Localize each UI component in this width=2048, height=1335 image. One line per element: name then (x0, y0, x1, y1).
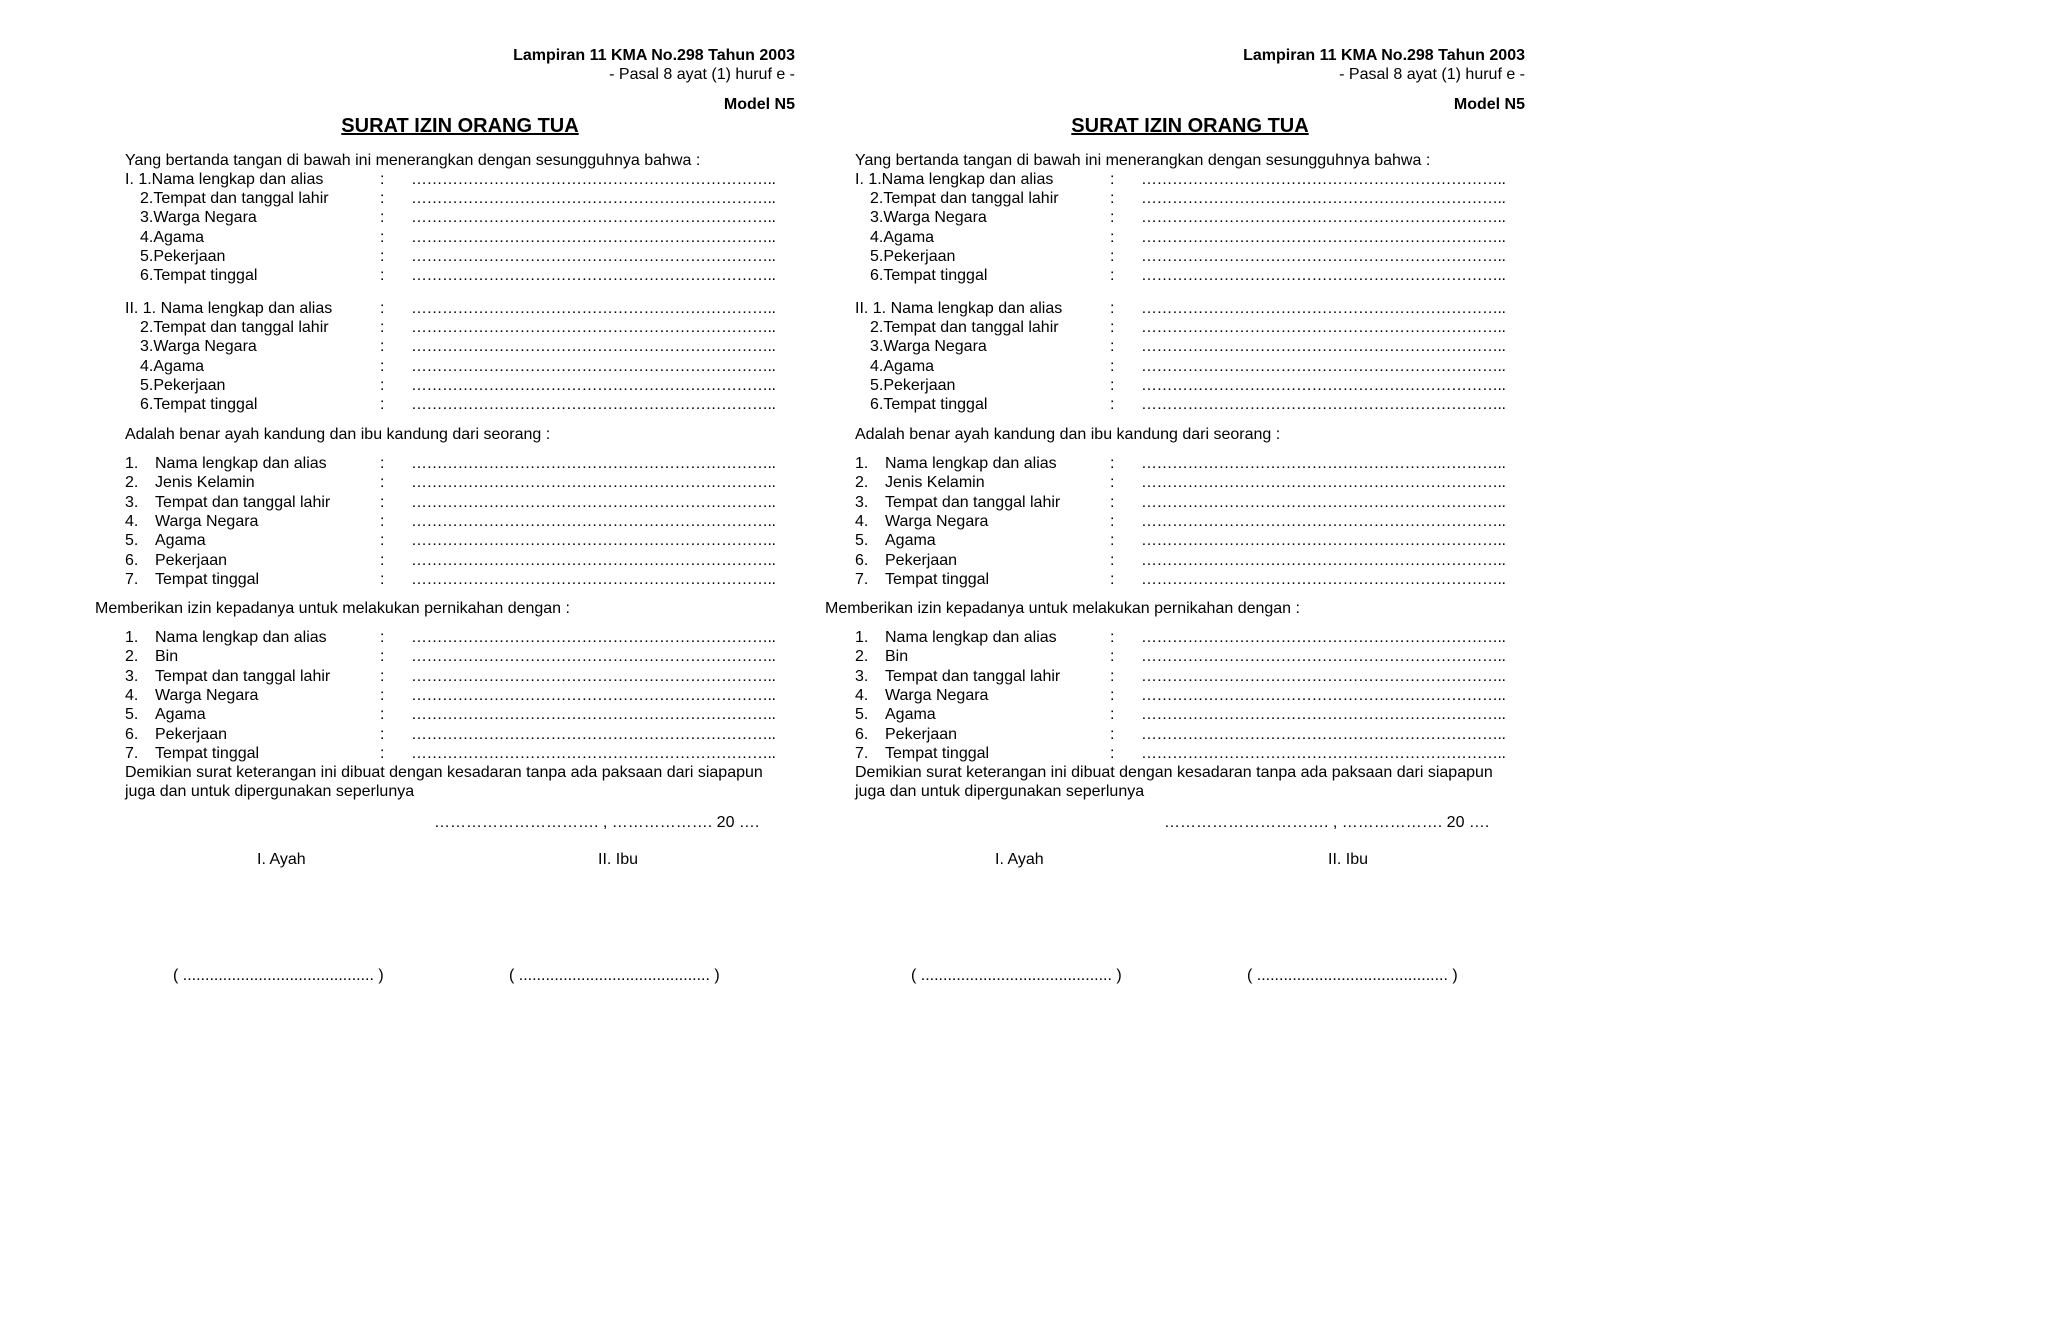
father-field-2-dotted-line: …………………………………………………………….. (411, 190, 776, 208)
spouse-field-1-number: 1. (855, 629, 869, 646)
father-field-1-label: I. 1.Nama lengkap dan alias (125, 171, 324, 188)
spouse-field-6-colon: : (380, 725, 385, 743)
child-field-5-colon: : (1110, 532, 1115, 550)
father-field-6-colon: : (380, 267, 385, 284)
mother-field-3-colon: : (380, 338, 385, 356)
child-field-1-label: Nama lengkap dan alias (155, 455, 327, 472)
father-field-4-colon: : (380, 228, 385, 246)
child-field-4-colon: : (1110, 512, 1115, 530)
spouse-field-1-colon: : (380, 629, 385, 646)
father-field-1-colon: : (380, 171, 385, 188)
spouse-field-7-number: 7. (125, 744, 139, 762)
child-field-6-colon: : (380, 551, 385, 569)
father-field-5-label: 5.Pekerjaan (870, 247, 956, 265)
spouse-field-5-label: Agama (885, 706, 936, 724)
child-field-2-label: Jenis Kelamin (885, 474, 985, 492)
closing-statement-line1: Demikian surat keterangan ini dibuat dengan kesadaran tanpa ada paksaan dari siapapun (125, 764, 763, 781)
child-field-6-label: Pekerjaan (885, 551, 958, 569)
spouse-field-3-label: Tempat dan tanggal lahir (155, 667, 331, 685)
father-field-4-dotted-line: …………………………………………………………….. (411, 228, 776, 246)
father-field-4-label: 4.Agama (140, 228, 205, 246)
spouse-field-3-colon: : (380, 667, 385, 685)
child-field-5-colon: : (380, 532, 385, 550)
spouse-field-2-label: Bin (885, 648, 909, 666)
child-field-2-colon: : (1110, 474, 1115, 492)
spouse-field-6-label: Pekerjaan (885, 725, 958, 743)
father-field-6-colon: : (1110, 267, 1115, 284)
spouse-field-2-label: Bin (155, 648, 179, 666)
child-field-4-number: 4. (855, 512, 869, 530)
child-field-6-number: 6. (125, 551, 139, 569)
form-title: SURAT IZIN ORANG TUA (341, 115, 579, 137)
father-field-4-dotted-line: …………………………………………………………….. (1141, 228, 1506, 246)
child-field-2-number: 2. (125, 474, 139, 492)
father-field-2-colon: : (1110, 190, 1115, 208)
mother-field-2-label: 2.Tempat dan tanggal lahir (870, 319, 1059, 337)
child-field-1-dotted-line: …………………………………………………………….. (411, 455, 776, 472)
mother-field-1-label: II. 1. Nama lengkap dan alias (125, 300, 333, 317)
father-field-6-dotted-line: …………………………………………………………….. (1141, 267, 1506, 284)
child-field-7-number: 7. (855, 570, 869, 588)
spouse-field-2-number: 2. (855, 648, 869, 666)
place-date-line: …………………………. , ………………. 20 …. (434, 814, 760, 831)
child-field-4-label: Warga Negara (885, 512, 989, 530)
spouse-field-6-colon: : (1110, 725, 1115, 743)
mother-field-6-dotted-line: …………………………………………………………….. (411, 396, 776, 413)
father-field-3-label: 3.Warga Negara (870, 209, 987, 227)
child-field-2-dotted-line: …………………………………………………………….. (411, 474, 776, 492)
child-field-4-dotted-line: …………………………………………………………….. (1141, 512, 1506, 530)
spouse-field-4-colon: : (380, 686, 385, 704)
father-field-2-label: 2.Tempat dan tanggal lahir (870, 190, 1059, 208)
child-field-3-dotted-line: …………………………………………………………….. (411, 493, 776, 511)
intro-text: Yang bertanda tangan di bawah ini menerangkan dengan sesungguhnya bahwa : (855, 152, 1431, 169)
child-field-4-label: Warga Negara (155, 512, 259, 530)
spouse-field-2-colon: : (380, 648, 385, 666)
child-field-6-colon: : (1110, 551, 1115, 569)
spouse-field-2-dotted-line: …………………………………………………………….. (411, 648, 776, 666)
appendix-reference: Lampiran 11 KMA No.298 Tahun 2003 (1243, 47, 1525, 64)
form-page-right (775, 0, 1535, 1018)
mother-field-2-dotted-line: …………………………………………………………….. (1141, 319, 1506, 337)
mother-field-2-label: 2.Tempat dan tanggal lahir (140, 319, 329, 337)
spouse-field-7-label: Tempat tinggal (885, 744, 990, 762)
mother-field-3-label: 3.Warga Negara (870, 338, 987, 356)
article-reference: - Pasal 8 ayat (1) huruf e - (609, 66, 795, 83)
father-field-5-colon: : (380, 247, 385, 265)
mother-field-4-dotted-line: …………………………………………………………….. (411, 357, 776, 375)
spouse-field-1-number: 1. (125, 629, 139, 646)
mother-field-4-colon: : (1110, 357, 1115, 375)
child-field-6-dotted-line: …………………………………………………………….. (1141, 551, 1506, 569)
spouse-field-7-dotted-line: …………………………………………………………….. (411, 744, 776, 762)
mother-field-5-colon: : (1110, 376, 1115, 394)
spouse-field-1-colon: : (1110, 629, 1115, 646)
father-field-2-dotted-line: …………………………………………………………….. (1141, 190, 1506, 208)
child-field-7-label: Tempat tinggal (885, 570, 990, 588)
child-field-3-colon: : (1110, 493, 1115, 511)
mother-signature-label: II. Ibu (1328, 851, 1369, 868)
mother-field-4-dotted-line: …………………………………………………………….. (1141, 357, 1506, 375)
father-field-6-label: 6.Tempat tinggal (870, 267, 988, 284)
father-field-2-colon: : (380, 190, 385, 208)
spouse-field-4-number: 4. (125, 686, 139, 704)
mother-field-5-label: 5.Pekerjaan (140, 376, 226, 394)
mother-field-4-label: 4.Agama (870, 357, 935, 375)
mother-field-2-colon: : (1110, 319, 1115, 337)
child-field-2-dotted-line: …………………………………………………………….. (1141, 474, 1506, 492)
spouse-field-7-label: Tempat tinggal (155, 744, 260, 762)
spouse-field-6-dotted-line: …………………………………………………………….. (1141, 725, 1506, 743)
mother-field-5-dotted-line: …………………………………………………………….. (411, 376, 776, 394)
father-signature-line: ( ........................................... ) (173, 967, 384, 984)
child-field-3-colon: : (380, 493, 385, 511)
mother-signature-line: ( ........................................... ) (509, 967, 720, 984)
child-field-1-label: Nama lengkap dan alias (885, 455, 1057, 472)
spouse-field-5-dotted-line: …………………………………………………………….. (1141, 706, 1506, 724)
child-field-7-colon: : (380, 570, 385, 588)
spouse-field-2-colon: : (1110, 648, 1115, 666)
father-signature-label: I. Ayah (257, 851, 306, 868)
mother-field-6-colon: : (380, 396, 385, 413)
child-field-3-dotted-line: …………………………………………………………….. (1141, 493, 1506, 511)
child-field-1-colon: : (1110, 455, 1115, 472)
child-field-3-label: Tempat dan tanggal lahir (155, 493, 331, 511)
appendix-reference: Lampiran 11 KMA No.298 Tahun 2003 (513, 47, 795, 64)
closing-statement-line2: juga dan untuk dipergunakan seperlunya (125, 783, 415, 800)
mother-field-6-dotted-line: …………………………………………………………….. (1141, 396, 1506, 413)
father-field-4-colon: : (1110, 228, 1115, 246)
child-field-1-number: 1. (855, 455, 869, 472)
mother-field-2-dotted-line: …………………………………………………………….. (411, 319, 776, 337)
father-field-5-dotted-line: …………………………………………………………….. (1141, 247, 1506, 265)
child-field-2-number: 2. (855, 474, 869, 492)
mother-field-5-colon: : (380, 376, 385, 394)
spouse-field-5-colon: : (1110, 706, 1115, 724)
child-field-4-colon: : (380, 512, 385, 530)
child-field-6-dotted-line: …………………………………………………………….. (411, 551, 776, 569)
spouse-field-7-dotted-line: …………………………………………………………….. (1141, 744, 1506, 762)
spouse-field-4-dotted-line: …………………………………………………………….. (1141, 686, 1506, 704)
spouse-field-3-label: Tempat dan tanggal lahir (885, 667, 1061, 685)
mother-field-6-colon: : (1110, 396, 1115, 413)
father-field-1-label: I. 1.Nama lengkap dan alias (855, 171, 1054, 188)
spouse-field-4-dotted-line: …………………………………………………………….. (411, 686, 776, 704)
child-field-1-colon: : (380, 455, 385, 472)
mother-field-1-dotted-line: …………………………………………………………….. (411, 300, 776, 317)
spouse-field-3-number: 3. (125, 667, 139, 685)
father-field-5-label: 5.Pekerjaan (140, 247, 226, 265)
father-signature-line: ( ........................................... ) (911, 967, 1122, 984)
father-field-3-colon: : (1110, 209, 1115, 227)
spouse-field-2-dotted-line: …………………………………………………………….. (1141, 648, 1506, 666)
spouse-field-7-colon: : (1110, 744, 1115, 762)
child-field-5-label: Agama (155, 532, 206, 550)
father-field-4-label: 4.Agama (870, 228, 935, 246)
spouse-field-7-number: 7. (855, 744, 869, 762)
child-field-3-label: Tempat dan tanggal lahir (885, 493, 1061, 511)
father-field-5-colon: : (1110, 247, 1115, 265)
spouse-field-5-number: 5. (855, 706, 869, 724)
spouse-field-1-dotted-line: …………………………………………………………….. (411, 629, 776, 646)
mother-field-4-label: 4.Agama (140, 357, 205, 375)
spouse-field-3-colon: : (1110, 667, 1115, 685)
mother-field-3-dotted-line: …………………………………………………………….. (1141, 338, 1506, 356)
mother-field-3-dotted-line: …………………………………………………………….. (411, 338, 776, 356)
child-field-2-label: Jenis Kelamin (155, 474, 255, 492)
child-field-3-number: 3. (855, 493, 869, 511)
spouse-field-5-label: Agama (155, 706, 206, 724)
spouse-field-3-dotted-line: …………………………………………………………….. (411, 667, 776, 685)
mother-field-6-label: 6.Tempat tinggal (140, 396, 258, 413)
child-field-7-dotted-line: …………………………………………………………….. (1141, 570, 1506, 588)
spouse-field-4-label: Warga Negara (155, 686, 259, 704)
spouse-field-3-number: 3. (855, 667, 869, 685)
child-field-1-dotted-line: …………………………………………………………….. (1141, 455, 1506, 472)
permission-statement: Memberikan izin kepadanya untuk melakukan pernikahan dengan : (95, 600, 570, 617)
mother-field-1-dotted-line: …………………………………………………………….. (1141, 300, 1506, 317)
child-statement: Adalah benar ayah kandung dan ibu kandung dari seorang : (855, 426, 1281, 443)
mother-field-1-label: II. 1. Nama lengkap dan alias (855, 300, 1063, 317)
child-field-5-label: Agama (885, 532, 936, 550)
father-field-6-label: 6.Tempat tinggal (140, 267, 258, 284)
spouse-field-5-dotted-line: …………………………………………………………….. (411, 706, 776, 724)
child-field-5-dotted-line: …………………………………………………………….. (1141, 532, 1506, 550)
father-field-6-dotted-line: …………………………………………………………….. (411, 267, 776, 284)
father-field-3-dotted-line: …………………………………………………………….. (411, 209, 776, 227)
child-field-7-number: 7. (125, 570, 139, 588)
father-field-1-dotted-line: …………………………………………………………….. (411, 171, 776, 188)
mother-field-5-label: 5.Pekerjaan (870, 376, 956, 394)
spouse-field-4-number: 4. (855, 686, 869, 704)
form-title: SURAT IZIN ORANG TUA (1071, 115, 1309, 137)
article-reference: - Pasal 8 ayat (1) huruf e - (1339, 66, 1525, 83)
child-field-3-number: 3. (125, 493, 139, 511)
child-field-7-colon: : (1110, 570, 1115, 588)
mother-field-6-label: 6.Tempat tinggal (870, 396, 988, 413)
spouse-field-4-label: Warga Negara (885, 686, 989, 704)
child-field-5-dotted-line: …………………………………………………………….. (411, 532, 776, 550)
model-code: Model N5 (723, 96, 795, 113)
closing-statement-line2: juga dan untuk dipergunakan seperlunya (855, 783, 1145, 800)
mother-field-3-colon: : (1110, 338, 1115, 356)
model-code: Model N5 (1453, 96, 1525, 113)
child-field-6-label: Pekerjaan (155, 551, 228, 569)
spouse-field-2-number: 2. (125, 648, 139, 666)
permission-statement: Memberikan izin kepadanya untuk melakukan pernikahan dengan : (825, 600, 1300, 617)
spouse-field-6-number: 6. (855, 725, 869, 743)
child-field-4-number: 4. (125, 512, 139, 530)
spouse-field-1-dotted-line: …………………………………………………………….. (1141, 629, 1506, 646)
spouse-field-4-colon: : (1110, 686, 1115, 704)
spouse-field-6-label: Pekerjaan (155, 725, 228, 743)
mother-signature-line: ( ........................................... ) (1247, 967, 1458, 984)
father-field-3-colon: : (380, 209, 385, 227)
spouse-field-7-colon: : (380, 744, 385, 762)
child-field-7-dotted-line: …………………………………………………………….. (411, 570, 776, 588)
closing-statement-line1: Demikian surat keterangan ini dibuat dengan kesadaran tanpa ada paksaan dari siapapun (855, 764, 1493, 781)
child-field-2-colon: : (380, 474, 385, 492)
spouse-field-1-label: Nama lengkap dan alias (155, 629, 327, 646)
child-field-1-number: 1. (125, 455, 139, 472)
father-field-1-colon: : (1110, 171, 1115, 188)
spouse-field-6-dotted-line: …………………………………………………………….. (411, 725, 776, 743)
spouse-field-5-number: 5. (125, 706, 139, 724)
spouse-field-3-dotted-line: …………………………………………………………….. (1141, 667, 1506, 685)
child-field-5-number: 5. (125, 532, 139, 550)
mother-field-3-label: 3.Warga Negara (140, 338, 257, 356)
father-signature-label: I. Ayah (995, 851, 1044, 868)
child-field-7-label: Tempat tinggal (155, 570, 260, 588)
child-field-5-number: 5. (855, 532, 869, 550)
mother-field-4-colon: : (380, 357, 385, 375)
father-field-5-dotted-line: …………………………………………………………….. (411, 247, 776, 265)
mother-field-5-dotted-line: …………………………………………………………….. (1141, 376, 1506, 394)
child-field-6-number: 6. (855, 551, 869, 569)
form-page-left (45, 0, 805, 1018)
spouse-field-6-number: 6. (125, 725, 139, 743)
father-field-3-label: 3.Warga Negara (140, 209, 257, 227)
child-field-4-dotted-line: …………………………………………………………….. (411, 512, 776, 530)
father-field-2-label: 2.Tempat dan tanggal lahir (140, 190, 329, 208)
intro-text: Yang bertanda tangan di bawah ini menerangkan dengan sesungguhnya bahwa : (125, 152, 701, 169)
mother-field-2-colon: : (380, 319, 385, 337)
mother-field-1-colon: : (1110, 300, 1115, 317)
child-statement: Adalah benar ayah kandung dan ibu kandung dari seorang : (125, 426, 551, 443)
place-date-line: …………………………. , ………………. 20 …. (1164, 814, 1490, 831)
father-field-3-dotted-line: …………………………………………………………….. (1141, 209, 1506, 227)
spouse-field-1-label: Nama lengkap dan alias (885, 629, 1057, 646)
spouse-field-5-colon: : (380, 706, 385, 724)
father-field-1-dotted-line: …………………………………………………………….. (1141, 171, 1506, 188)
mother-signature-label: II. Ibu (598, 851, 639, 868)
mother-field-1-colon: : (380, 300, 385, 317)
